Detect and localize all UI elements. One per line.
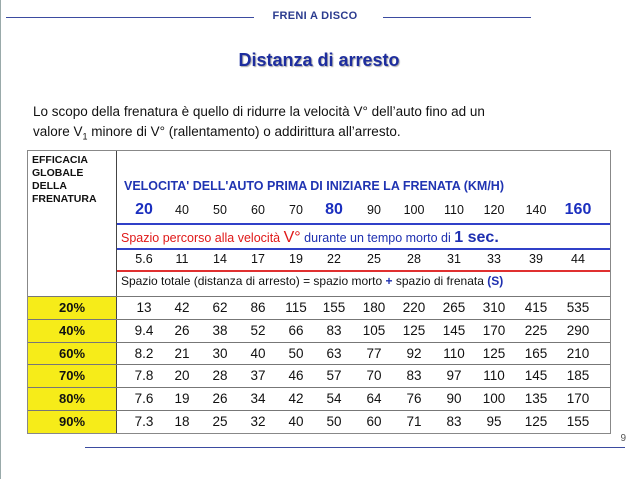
total-distance-cell: 83: [406, 368, 422, 384]
total-distance-note: Spazio totale (distanza di arresto) = spazio morto + spazio di frenata (S): [121, 274, 504, 288]
reaction-distance-cell: 33: [487, 252, 501, 266]
speed-cell: 160: [564, 201, 592, 218]
total-distance-cell: 40: [250, 345, 266, 361]
efficiency-label: 60%: [58, 345, 86, 361]
total-distance-cell: 415: [524, 300, 548, 315]
total-distance-cell: 26: [174, 322, 190, 338]
total-distance-cell: 66: [288, 322, 304, 338]
total-distance-cell: 9.4: [134, 322, 154, 338]
row-divider: [28, 342, 610, 343]
speed-cell: 60: [251, 203, 265, 217]
reaction-distance-cell: 5.6: [135, 252, 153, 266]
total-distance-cell: 52: [250, 322, 266, 338]
row-divider: [28, 364, 610, 365]
reaction-space-note: Spazio percorso alla velocità V° durante un tempo morto di 1 sec.: [121, 229, 499, 246]
total-distance-cell: 97: [446, 368, 462, 384]
page-number: 9: [620, 433, 626, 444]
intro-line-2: valore $V_1$ minore di V° (rallentamento) o addirittura all’arresto.: [33, 124, 401, 142]
total-distance-cell: 265: [442, 300, 466, 315]
total-distance-cell: 26: [212, 391, 228, 407]
total-distance-cell: 83: [326, 322, 342, 338]
speed-cell: 120: [483, 203, 505, 217]
blue-separator-2: [117, 248, 610, 250]
total-distance-cell: 105: [362, 322, 386, 338]
total-distance-cell: 290: [566, 322, 590, 338]
blue-separator-1: [117, 223, 610, 225]
efficiency-label: 40%: [58, 322, 86, 338]
row-divider: [28, 410, 610, 411]
speed-cell: 50: [213, 203, 227, 217]
total-distance-cell: 50: [326, 414, 342, 429]
header-rule-left: [6, 17, 254, 18]
reaction-distance-cell: 44: [571, 252, 585, 266]
reaction-distance-cell: 22: [327, 252, 341, 266]
total-distance-cell: 110: [443, 345, 465, 361]
reaction-distance-cell: 11: [175, 252, 189, 266]
total-distance-cell: 145: [442, 322, 466, 338]
total-distance-cell: 310: [482, 300, 506, 315]
speed-cell: 40: [175, 203, 189, 217]
total-distance-cell: 185: [566, 368, 590, 384]
total-distance-cell: 7.3: [134, 414, 154, 429]
total-distance-cell: 165: [524, 345, 548, 361]
efficiency-label: 80%: [58, 391, 86, 407]
row-divider: [28, 319, 610, 320]
speed-cell: 70: [289, 203, 303, 217]
efficiency-label: 90%: [58, 414, 86, 429]
reaction-distance-cell: 14: [213, 252, 227, 266]
total-distance-cell: 64: [366, 391, 382, 407]
total-distance-cell: 135: [524, 391, 548, 407]
total-distance-cell: 210: [566, 345, 590, 361]
reaction-distance-cell: 39: [529, 252, 543, 266]
reaction-distance-cell: 31: [447, 252, 461, 266]
total-distance-cell: 100: [482, 391, 506, 407]
total-distance-cell: 28: [212, 368, 228, 384]
total-distance-cell: 155: [566, 414, 590, 429]
total-distance-cell: 125: [482, 345, 506, 361]
total-distance-cell: 95: [486, 414, 502, 429]
table-vertical-separator: [116, 151, 117, 433]
total-distance-cell: 92: [406, 345, 422, 361]
total-distance-cell: 115: [285, 300, 307, 315]
total-distance-cell: 30: [212, 345, 228, 361]
speed-cell: 20: [135, 201, 153, 218]
total-distance-cell: 86: [250, 300, 266, 315]
total-distance-cell: 60: [366, 414, 382, 429]
reaction-distance-cell: 17: [251, 252, 265, 266]
reaction-distance-cell: 19: [289, 252, 303, 266]
speed-cell: 140: [525, 203, 547, 217]
total-distance-cell: 38: [212, 322, 228, 338]
total-distance-cell: 225: [524, 322, 548, 338]
total-distance-cell: 220: [402, 300, 426, 315]
total-distance-cell: 13: [136, 300, 152, 315]
total-distance-cell: 19: [174, 391, 190, 407]
total-distance-cell: 180: [362, 300, 386, 315]
total-distance-cell: 125: [402, 322, 426, 338]
total-distance-cell: 62: [212, 300, 228, 315]
total-distance-cell: 21: [174, 345, 190, 361]
total-distance-cell: 20: [174, 368, 190, 384]
header-rule-right: [383, 17, 531, 18]
reaction-distance-cell: 28: [407, 252, 421, 266]
table-corner-label: EFFICACIA GLOBALE DELLA FRENATURA: [32, 154, 97, 205]
speed-cell: 80: [325, 201, 343, 218]
total-distance-cell: 76: [406, 391, 422, 407]
total-distance-cell: 40: [288, 414, 304, 429]
total-distance-cell: 54: [326, 391, 342, 407]
total-distance-cell: 145: [524, 368, 548, 384]
speed-cell: 100: [403, 203, 425, 217]
row-divider: [28, 387, 610, 388]
total-distance-cell: 42: [174, 300, 190, 315]
reaction-distance-cell: 25: [367, 252, 381, 266]
total-distance-cell: 32: [250, 414, 266, 429]
total-distance-cell: 25: [212, 414, 228, 429]
row-divider: [28, 296, 610, 297]
total-distance-cell: 18: [174, 414, 190, 429]
total-distance-cell: 170: [482, 322, 506, 338]
total-distance-cell: 63: [326, 345, 342, 361]
footer-rule: [85, 447, 625, 448]
total-distance-cell: 125: [524, 414, 548, 429]
stopping-distance-table: [27, 150, 611, 434]
total-distance-cell: 42: [288, 391, 304, 407]
red-separator: [117, 270, 610, 272]
total-distance-cell: 8.2: [134, 345, 154, 361]
slide-left-border: [0, 0, 1, 479]
total-distance-cell: 34: [250, 391, 266, 407]
efficiency-label: 70%: [58, 368, 86, 384]
total-distance-cell: 50: [288, 345, 304, 361]
total-distance-cell: 170: [566, 391, 590, 407]
total-distance-cell: 7.8: [134, 368, 154, 384]
total-distance-cell: 155: [322, 300, 346, 315]
speed-header: VELOCITA' DELL'AUTO PRIMA DI INIZIARE LA FRENATA (KM/H): [124, 179, 504, 193]
total-distance-cell: 37: [250, 368, 266, 384]
total-distance-cell: 7.6: [134, 391, 154, 407]
total-distance-cell: 70: [366, 368, 382, 384]
slide-title: Distanza di arresto: [238, 50, 400, 70]
total-distance-cell: 46: [288, 368, 304, 384]
total-distance-cell: 77: [366, 345, 382, 361]
total-distance-cell: 110: [483, 368, 505, 384]
total-distance-cell: 90: [446, 391, 462, 407]
total-distance-cell: 71: [406, 414, 422, 429]
speed-cell: 110: [444, 203, 464, 217]
intro-line-1: Lo scopo della frenatura è quello di ridurre la velocità V° dell’auto fino ad un: [33, 104, 485, 119]
header-title: FRENI A DISCO: [272, 10, 358, 22]
intro-paragraph: [33, 102, 613, 147]
total-distance-cell: 535: [566, 300, 590, 315]
speed-cell: 90: [367, 203, 381, 217]
total-distance-cell: 57: [326, 368, 342, 384]
efficiency-label: 20%: [58, 300, 86, 315]
total-distance-cell: 83: [446, 414, 462, 429]
